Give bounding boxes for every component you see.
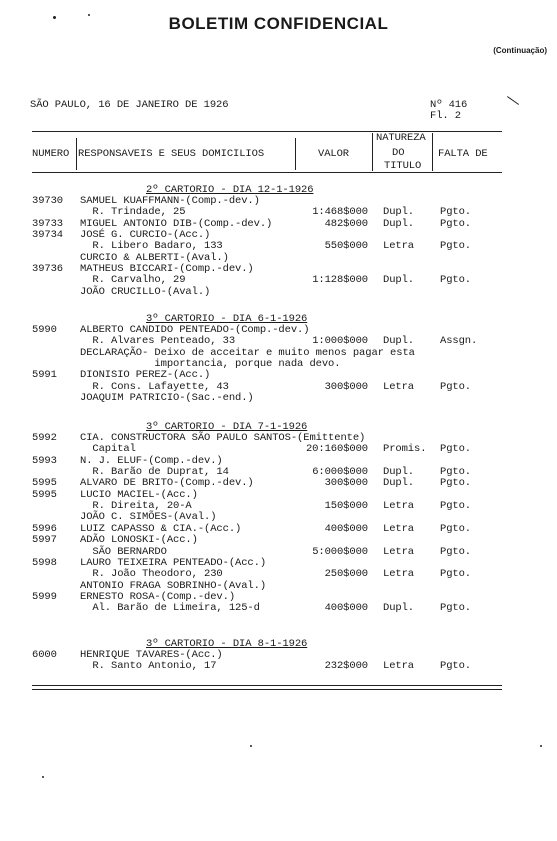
entry-text: DECLARAÇÃO- Deixo de acceitar e muito menos pagar esta [80,346,415,359]
entry-number: 5997 [32,534,57,547]
entry-valor: 400$000 [324,602,368,615]
table-bottom-rule [32,689,502,690]
entry-natureza: Letra [383,380,415,393]
entry-text: CIA. CONSTRUCTORA SÃO PAULO SANTOS-(Emittente) [80,432,366,444]
entry-natureza: Promis. [383,443,427,456]
entry-text: SAMUEL KUAFFMANN-(Comp.-dev.) [80,195,260,207]
entry-text: JOSÉ G. CURCIO-(Acc.) [80,229,211,242]
entry-text: JOÃO C. SIMÕES-(Aval.) [80,511,217,524]
entry-natureza: Dupl. [383,477,415,490]
scan-mark [507,96,519,105]
entry-natureza: Letra [383,240,415,253]
entry-falta: Pgto. [440,217,472,230]
entry-number: 5995 [32,477,57,490]
table-header-rule [32,172,502,173]
entry-valor: 1:000$000 [312,335,368,348]
continuation-label: (Continuação) [493,46,547,55]
entry-text: HENRIQUE TAVARES-(Acc.) [80,649,223,661]
entry-text: JOAQUIM PATRICIO-(Sac.-end.) [80,392,254,405]
entry-falta: Pgto. [440,545,472,558]
scan-speck [42,776,44,778]
entry-text: DIONISIO PEREZ-(Acc.) [80,369,211,382]
entry-falta: Pgto. [440,500,472,513]
entry-text: importancia, porque nada devo. [80,358,341,371]
entry-falta: Pgto. [440,568,472,581]
entry-falta: Pgto. [440,443,472,456]
entry-valor: 1:128$000 [312,274,368,287]
entry-text: ADÃO LONOSKI-(Acc.) [80,534,198,547]
entry-natureza: Dupl. [383,335,415,348]
document-title: BOLETIM CONFIDENCIAL [168,14,389,33]
entry-natureza: Letra [383,660,415,673]
entry-text: JOÃO CRUCILLO-(Aval.) [80,285,211,298]
entry-text: R. Barão de Duprat, 14 [80,466,229,479]
bulletin-number: Nº 416 [430,99,468,111]
entry-text: R. Direita, 20-A [80,500,192,513]
entry-falta: Pgto. [440,477,472,490]
entry-natureza: Dupl. [383,217,415,230]
entry-falta: Pgto. [440,206,472,219]
entry-valor: 150$000 [324,500,368,513]
entry-valor: 20:160$000 [305,443,368,456]
entry-text: ANTONIO FRAGA SOBRINHO-(Aval.) [80,579,267,592]
entry-number: 5995 [32,488,57,501]
entry-text: LUIZ CAPASSO & CIA.-(Acc.) [80,522,242,535]
entry-number: 39734 [32,229,64,242]
entry-text: R. Trindade, 25 [80,206,186,219]
entry-natureza: Letra [383,522,415,535]
entry-text: MATHEUS BICCARI-(Comp.-dev.) [80,263,254,276]
column-divider [432,133,433,171]
entry-falta: Pgto. [440,660,472,673]
column-header-responsaveis: RESPONSAVEIS E SEUS DOMICILIOS [78,148,265,160]
sheet-number: Fl. 2 [430,110,462,122]
section-heading: 3º CARTORIO - DIA 6-1-1926 [146,313,308,325]
entry-valor: 250$000 [324,568,368,581]
entry-falta: Assgn. [440,335,478,348]
entry-natureza: Letra [383,500,415,513]
entry-valor: 300$000 [324,380,368,393]
date-line: SÃO PAULO, 16 DE JANEIRO DE 1926 [30,99,229,111]
scan-speck [53,16,56,19]
entry-falta: Pgto. [440,274,472,287]
entry-text: R. João Theodoro, 230 [80,568,223,581]
entry-valor: 400$000 [324,522,368,535]
column-divider [372,133,373,171]
column-header-numero: NUMERO [32,148,70,160]
entry-text: ERNESTO ROSA-(Comp.-dev.) [80,590,236,603]
section-heading: 3º CARTORIO - DIA 7-1-1926 [146,421,308,433]
section-heading: 2º CARTORIO - DIA 12-1-1926 [146,184,314,196]
entry-valor: 232$000 [324,660,368,673]
scan-speck [250,745,252,747]
column-header-falta: FALTA DE [438,148,488,160]
entry-natureza: Letra [383,545,415,558]
table-bottom-rule [32,685,502,686]
entry-text: Capital [80,443,136,456]
scan-speck [88,14,90,16]
entry-falta: Pgto. [440,522,472,535]
entry-text: R. Carvalho, 29 [80,274,186,287]
entry-valor: 1:468$000 [312,206,368,219]
entry-natureza: Dupl. [383,206,415,219]
entry-natureza: Letra [383,568,415,581]
entry-text: R. Santo Antonio, 17 [80,660,217,673]
entry-falta: Pgto. [440,380,472,393]
entry-text: R. Alvares Penteado, 33 [80,335,236,348]
entry-text: MIGUEL ANTONIO DIB-(Comp.-dev.) [80,217,273,230]
entry-valor: 6:000$000 [312,466,368,479]
entry-number: 5999 [32,590,57,603]
entry-valor: 482$000 [324,217,368,230]
entry-text: N. J. ELUF-(Comp.-dev.) [80,454,223,467]
entry-number: 5992 [32,432,57,444]
entry-text: SÃO BERNARDO [80,545,167,558]
column-header-natureza-3: TITULO [384,160,422,172]
entry-valor: 300$000 [324,477,368,490]
entry-falta: Pgto. [440,602,472,615]
entry-text: ALVARO DE BRITO-(Comp.-dev.) [80,477,254,490]
entry-text: LAURO TEIXEIRA PENTEADO-(Acc.) [80,556,267,569]
entry-text: LUCIO MACIEL-(Acc.) [80,488,198,501]
entry-natureza: Dupl. [383,602,415,615]
entry-valor: 5:000$000 [312,545,368,558]
column-header-natureza-2: DO [392,147,405,159]
column-header-valor: VALOR [318,148,350,160]
column-divider [295,138,296,170]
section-heading: 3º CARTORIO - DIA 8-1-1926 [146,638,308,650]
entry-text: CURCIO & ALBERTI-(Aval.) [80,251,229,264]
entry-number: 6000 [32,649,57,661]
entry-falta: Pgto. [440,240,472,253]
column-divider [76,138,77,170]
column-header-natureza-1: NATUREZA [376,132,426,144]
entry-number: 5993 [32,454,57,467]
entry-natureza: Dupl. [383,466,415,479]
entry-valor: 550$000 [324,240,368,253]
entry-number: 5998 [32,556,57,569]
entry-text: R. Cons. Lafayette, 43 [80,380,229,393]
entry-text: ALBERTO CANDIDO PENTEADO-(Comp.-dev.) [80,324,310,336]
table-top-rule [32,131,502,132]
entry-number: 5990 [32,324,57,336]
entry-number: 39736 [32,263,64,276]
entry-natureza: Dupl. [383,274,415,287]
entry-number: 5991 [32,369,57,382]
entry-text: Al. Barão de Limeira, 125-d [80,602,260,615]
entry-text: R. Libero Badaro, 133 [80,240,223,253]
scan-speck [540,745,542,747]
entry-number: 39733 [32,217,64,230]
entry-number: 39730 [32,195,64,207]
entry-falta: Pgto. [440,466,472,479]
entry-number: 5996 [32,522,57,535]
